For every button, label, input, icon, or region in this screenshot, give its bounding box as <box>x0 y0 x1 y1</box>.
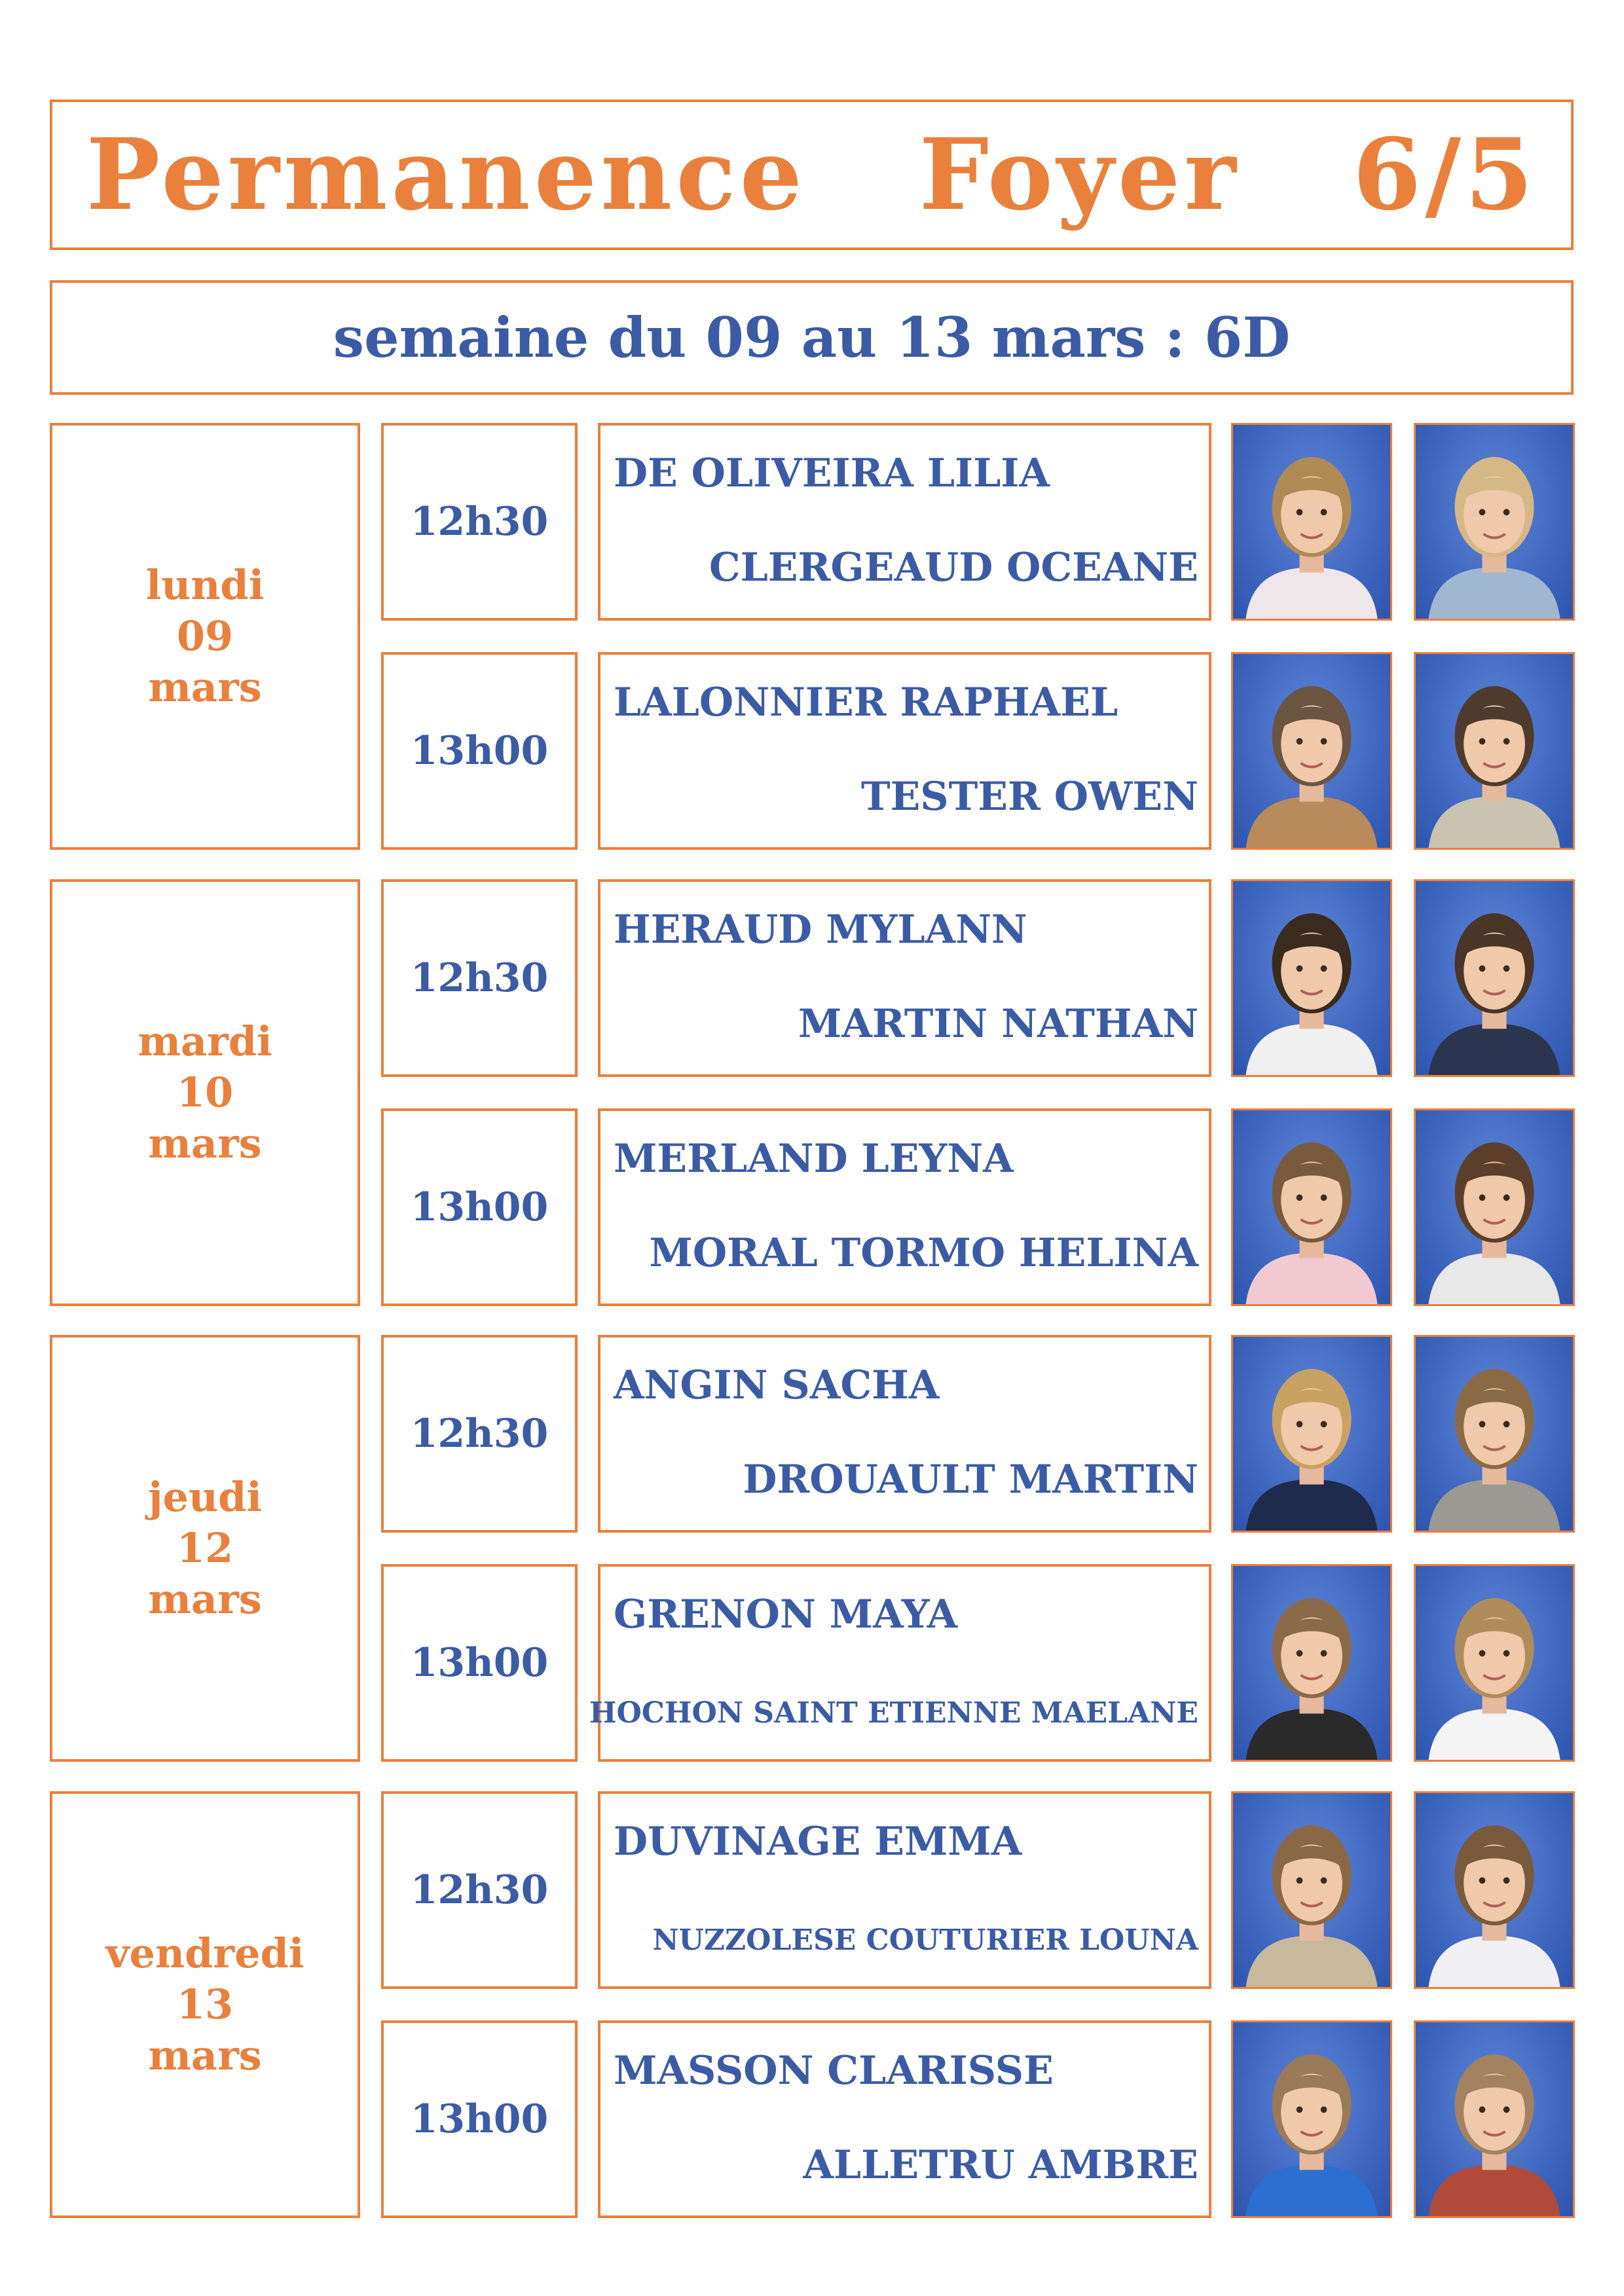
student-photo <box>1231 423 1392 621</box>
student-name-2: HOCHON SAINT ETIENNE MAELANE <box>589 1696 1198 1730</box>
names-cell <box>589 1564 1211 1762</box>
student-name-1: DUVINAGE EMMA <box>614 1819 1022 1865</box>
student-photo <box>1231 879 1392 1077</box>
day-date: 13 <box>176 1980 234 2028</box>
day-month: mars <box>148 1120 262 1167</box>
time-label: 12h30 <box>410 1411 549 1457</box>
day-month: mars <box>148 663 262 711</box>
student-name-2: ALLETRU AMBRE <box>803 2142 1198 2188</box>
student-name-2: NUZZOLESE COUTURIER LOUNA <box>652 1923 1198 1957</box>
time-cell <box>381 652 578 850</box>
names-cell <box>598 879 1211 1077</box>
time-label: 13h00 <box>410 2096 549 2142</box>
student-photo <box>1414 1564 1575 1762</box>
student-name-1: MERLAND LEYNA <box>614 1136 1014 1182</box>
day-month: mars <box>148 2032 262 2079</box>
student-photo <box>1231 1108 1392 1306</box>
student-photo <box>1414 1108 1575 1306</box>
student-name-1: DE OLIVEIRA LILIA <box>614 450 1050 496</box>
student-name-1: LALONNIER RAPHAEL <box>614 680 1118 725</box>
student-photo <box>1231 1564 1392 1762</box>
student-photo <box>1414 652 1575 850</box>
day-name: mardi <box>138 1017 272 1065</box>
time-label: 13h00 <box>410 728 549 774</box>
student-name-2: MARTIN NATHAN <box>798 1001 1198 1047</box>
day-cell-jeudi <box>50 1335 360 1762</box>
student-name-1: MASSON CLARISSE <box>614 2048 1054 2094</box>
time-label: 12h30 <box>410 499 549 545</box>
student-photo <box>1231 1335 1392 1533</box>
student-name-2: TESTER OWEN <box>860 774 1198 820</box>
time-label: 13h00 <box>410 1184 549 1230</box>
student-name-1: HERAUD MYLANN <box>614 907 1027 953</box>
student-photo <box>1414 879 1575 1077</box>
week-subtitle: semaine du 09 au 13 mars : 6D <box>333 305 1291 370</box>
day-name: lundi <box>145 561 265 609</box>
time-cell <box>381 2020 578 2218</box>
student-photo <box>1231 2020 1392 2218</box>
time-cell <box>381 1564 578 1762</box>
student-photo <box>1414 1335 1575 1533</box>
student-photo <box>1231 652 1392 850</box>
names-cell <box>598 1335 1211 1533</box>
page-title: Permanence Foyer 6/5 <box>86 117 1538 232</box>
time-cell <box>381 1791 578 1989</box>
names-cell <box>598 652 1211 850</box>
names-cell <box>598 2020 1211 2218</box>
day-cell-mardi <box>50 879 360 1306</box>
time-label: 12h30 <box>410 1867 549 1913</box>
day-cell-vendredi <box>50 1791 360 2218</box>
names-cell <box>598 1791 1211 1989</box>
names-cell <box>598 423 1211 621</box>
time-cell <box>381 423 578 621</box>
student-name-2: CLERGEAUD OCEANE <box>709 545 1198 591</box>
day-date: 12 <box>176 1524 234 1572</box>
week-banner <box>50 280 1574 395</box>
student-photo <box>1414 2020 1575 2218</box>
student-photo <box>1414 1791 1575 1989</box>
day-name: jeudi <box>148 1473 262 1521</box>
day-name: vendredi <box>105 1929 304 1977</box>
student-photo <box>1414 423 1575 621</box>
student-photo <box>1231 1791 1392 1989</box>
day-date: 10 <box>176 1068 234 1116</box>
student-name-1: GRENON MAYA <box>614 1592 958 1637</box>
day-date: 09 <box>176 612 234 660</box>
title-banner <box>50 100 1574 250</box>
student-name-2: MORAL TORMO HELINA <box>649 1230 1198 1276</box>
student-name-2: DROUAULT MARTIN <box>743 1457 1198 1503</box>
day-month: mars <box>148 1575 262 1623</box>
names-cell <box>598 1108 1211 1306</box>
time-label: 12h30 <box>410 955 549 1001</box>
time-cell <box>381 879 578 1077</box>
day-cell-lundi <box>50 423 360 850</box>
time-cell <box>381 1335 578 1533</box>
time-label: 13h00 <box>410 1640 549 1686</box>
student-name-1: ANGIN SACHA <box>614 1362 940 1408</box>
time-cell <box>381 1108 578 1306</box>
